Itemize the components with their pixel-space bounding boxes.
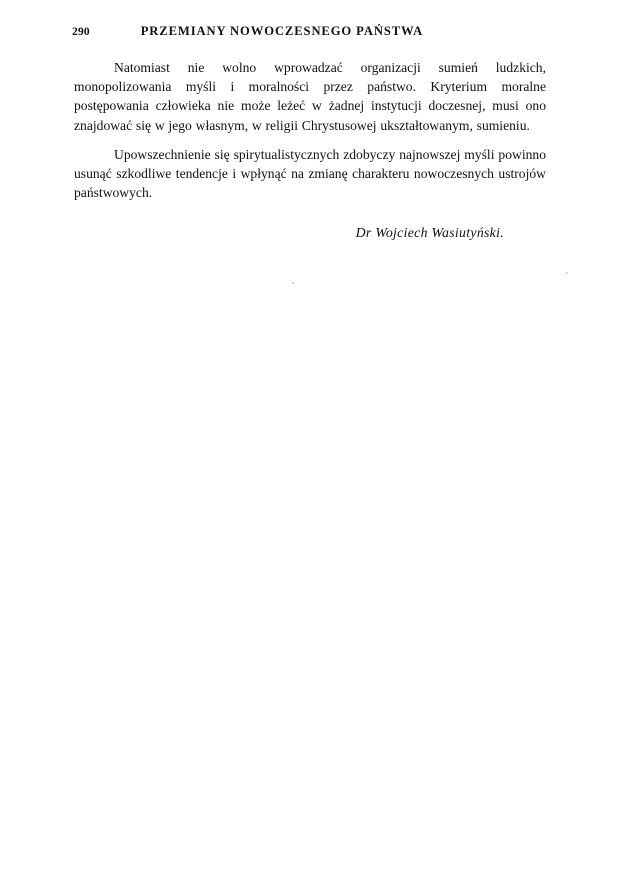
body-paragraph: Natomiast nie wolno wprowadzać organizacji sumień ludzkich, monopolizowania myśli i moralności przez państwo. Kryterium moralne postępowania człowieka nie może leżeć w żadnej instytucji doczesnej, musi ono znajdować się w jego własnym, w religii Chrystusowej ukształtowanym, sumieniu. (74, 60, 546, 133)
running-head-title: PRZEMIANY NOWOCZESNEGO PAŃSTWA (140, 24, 424, 38)
page-number: 290 (72, 26, 90, 38)
scan-speck (292, 282, 294, 284)
author-signature: Dr Wojciech Wasiutyński. (355, 225, 504, 241)
scan-speck (566, 272, 568, 274)
blank-page-area (0, 290, 629, 893)
body-paragraph: Upowszechnienie się spirytualistycznych zdobyczy najnowszej myśli powinno usunąć szkodliwe tendencje i wpłynąć na zmianę charakteru nowoczesnych ustrojów państwowych. (74, 146, 546, 201)
running-head (72, 24, 474, 42)
text-block (74, 58, 546, 243)
